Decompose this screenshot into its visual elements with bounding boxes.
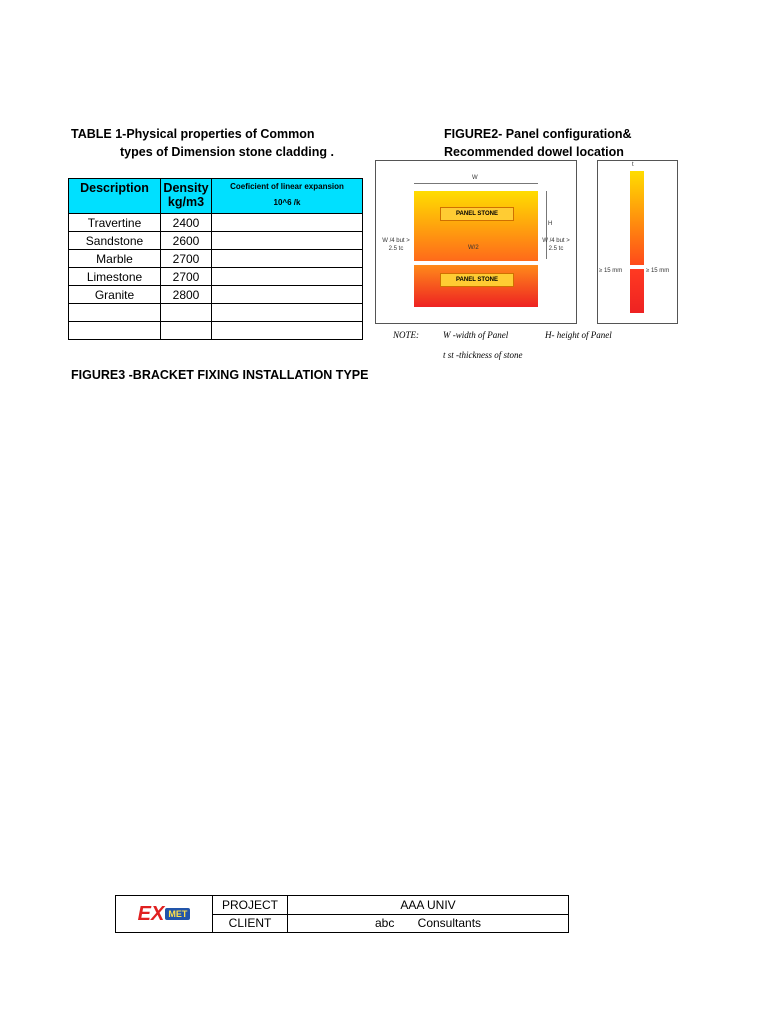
table-row — [69, 250, 363, 268]
cell-density: 2800 — [161, 286, 212, 304]
cell-description: Granite — [69, 286, 161, 304]
project-value: AAA UNIV — [288, 896, 569, 915]
cell-coef — [212, 304, 363, 322]
section-lower-stone — [630, 269, 644, 313]
note-label: NOTE: — [393, 330, 420, 340]
lower-panel — [414, 265, 538, 307]
header-density: Density kg/m3 — [161, 179, 212, 214]
note-thickness: t st -thickness of stone — [443, 350, 523, 360]
company-logo — [116, 896, 213, 933]
figure3-title: FIGURE3 -BRACKET FIXING INSTALLATION TYPE — [71, 368, 369, 382]
table-header-row — [69, 179, 363, 214]
table1-title-line1: TABLE 1-Physical properties of Common — [71, 127, 315, 141]
dim-h-label: H — [548, 221, 553, 227]
dim-w2-label: W/2 — [468, 245, 479, 251]
figure2-title-line1: FIGURE2- Panel configuration& — [444, 127, 632, 141]
upper-panel-label: PANEL STONE — [440, 207, 514, 221]
cell-coef — [212, 232, 363, 250]
cell-description — [69, 322, 161, 340]
project-label: PROJECT — [213, 896, 288, 915]
width-dimension-line — [414, 183, 538, 184]
note-width: W -width of Panel — [443, 330, 509, 340]
side-top-label: t — [632, 162, 634, 168]
cell-density — [161, 304, 212, 322]
table-row — [69, 232, 363, 250]
note-height: H- height of Panel — [545, 330, 612, 340]
logo-met: MET — [165, 908, 190, 920]
header-coefficient: Coeficient of linear expansion 10^6 /k — [212, 179, 363, 214]
lower-panel-label: PANEL STONE — [440, 273, 514, 287]
cell-coef — [212, 286, 363, 304]
table-row — [69, 286, 363, 304]
panel-section-figure — [597, 160, 678, 324]
side-right-label: ≥ 15 mm — [646, 268, 670, 274]
cell-density: 2700 — [161, 268, 212, 286]
table-row — [69, 214, 363, 232]
client-value: abc Consultants — [288, 914, 569, 933]
section-upper-stone — [630, 171, 644, 265]
table-row — [69, 268, 363, 286]
footer-row-project — [116, 896, 569, 915]
table1-title-line2: types of Dimension stone cladding . — [120, 145, 334, 159]
cell-description: Limestone — [69, 268, 161, 286]
figure2-title-line2: Recommended dowel location — [444, 145, 624, 159]
right-dowel-note: W /4 but > 2.5 tc — [542, 238, 570, 252]
physical-properties-table — [68, 178, 363, 340]
cell-density: 2600 — [161, 232, 212, 250]
cell-coef — [212, 268, 363, 286]
panel-configuration-figure — [375, 160, 577, 324]
cell-density: 2700 — [161, 250, 212, 268]
header-description: Description — [69, 179, 161, 214]
upper-panel — [414, 191, 538, 261]
side-left-label: ≥ 15 mm — [599, 268, 623, 274]
client-label: CLIENT — [213, 914, 288, 933]
dim-w-label: W — [472, 175, 478, 181]
cell-description: Travertine — [69, 214, 161, 232]
cell-coef — [212, 250, 363, 268]
cell-density: 2400 — [161, 214, 212, 232]
cell-coef — [212, 214, 363, 232]
table-row — [69, 322, 363, 340]
cell-description: Sandstone — [69, 232, 161, 250]
left-dowel-note: W /4 but > 2.5 tc — [382, 238, 410, 252]
table-row — [69, 304, 363, 322]
cell-density — [161, 322, 212, 340]
cell-coef — [212, 322, 363, 340]
cell-description: Marble — [69, 250, 161, 268]
cell-description — [69, 304, 161, 322]
project-info-table — [115, 895, 569, 933]
logo-ex: EX — [137, 902, 165, 925]
